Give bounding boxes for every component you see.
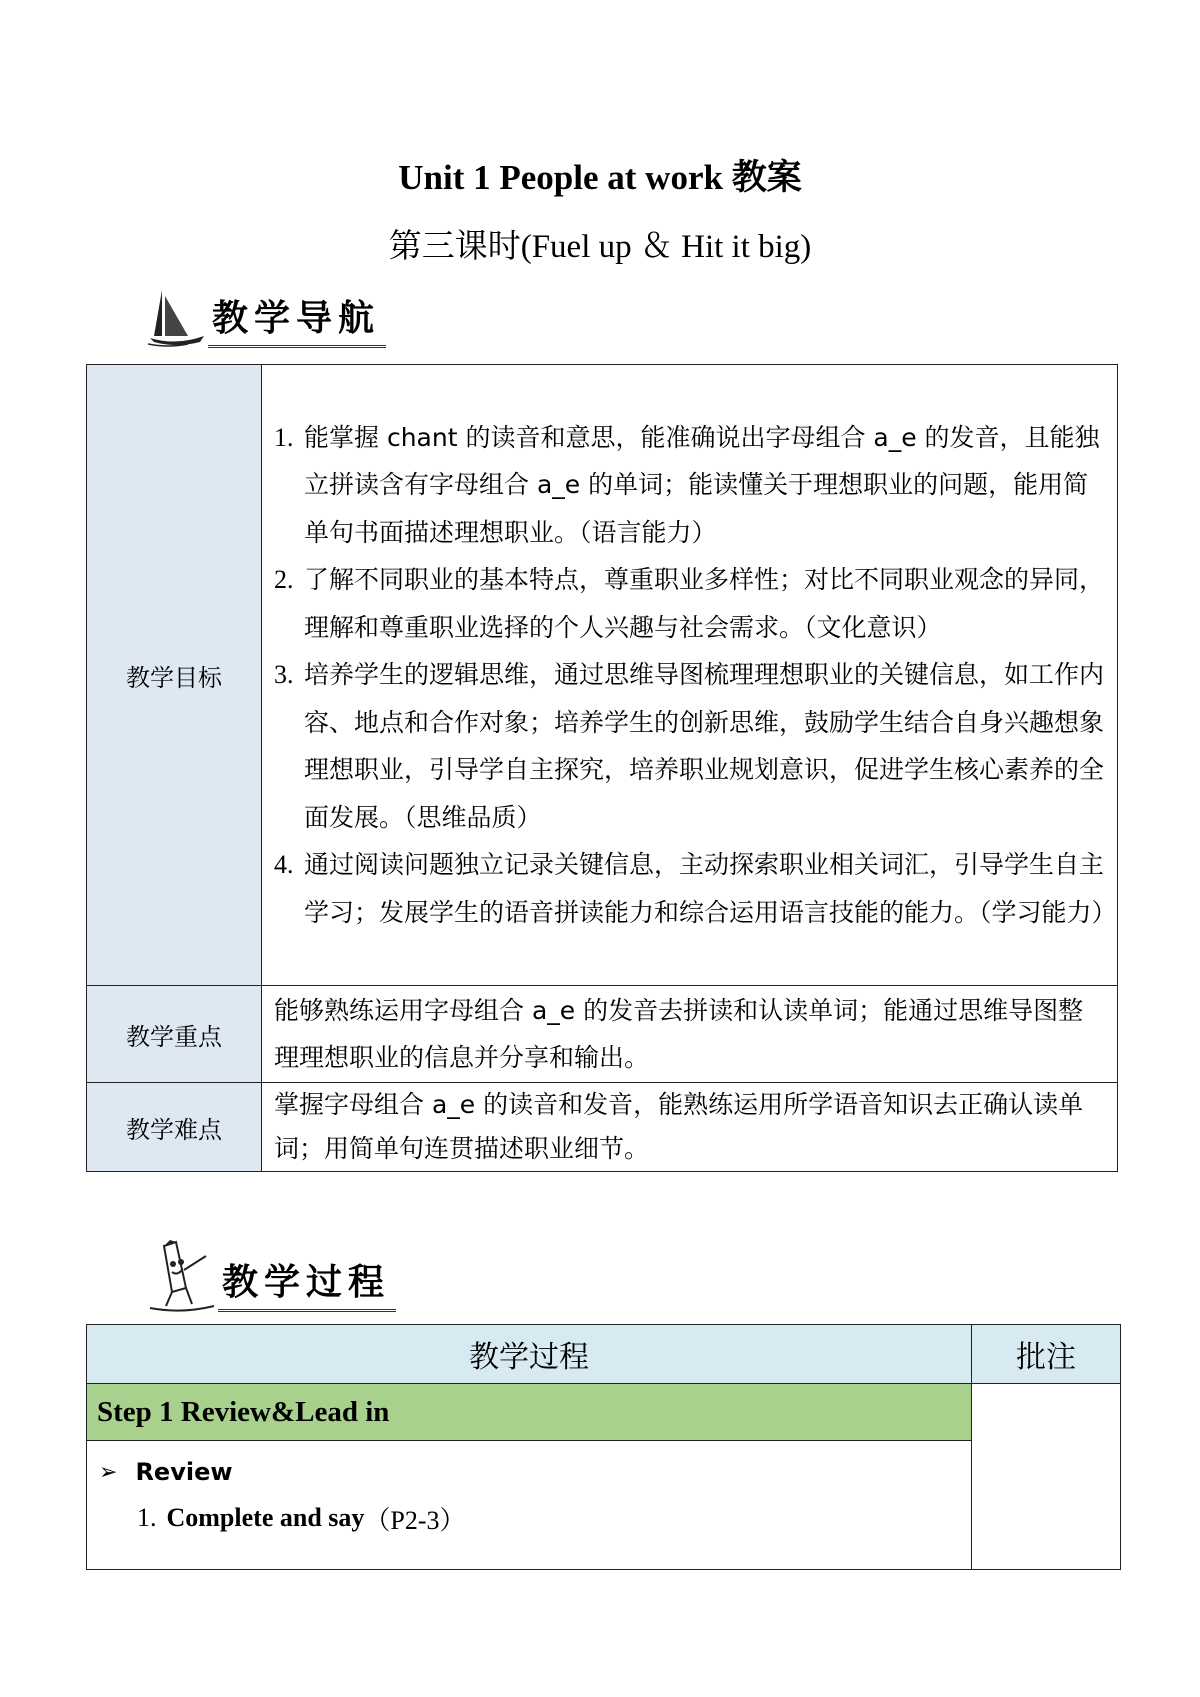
goal-number: 1. bbox=[274, 422, 294, 452]
review-row bbox=[87, 1441, 1121, 1570]
step1-title: Step 1 Review&Lead in bbox=[87, 1384, 972, 1441]
page-subtitle: 第三课时(Fuel up ＆ Hit it big) bbox=[388, 229, 812, 265]
item-number: 1. bbox=[137, 1503, 157, 1532]
process-heading-label: 教学过程 bbox=[218, 1254, 396, 1312]
pencil-mascot-icon bbox=[146, 1240, 216, 1312]
nav-section-heading bbox=[148, 286, 386, 348]
difficulties-content: 掌握字母组合 a_e 的读音和发音，能熟练运用所学语音知识去正确认读单词；用简单句连贯描述职业细节。 bbox=[262, 1083, 1118, 1172]
teaching-nav-table bbox=[86, 364, 1118, 1172]
goal-number: 3. bbox=[274, 660, 294, 690]
item-title: Complete and say bbox=[166, 1503, 365, 1532]
arrow-bullet-icon: ➢ bbox=[99, 1459, 118, 1485]
goal-text: 了解不同职业的基本特点，尊重职业多样性；对比不同职业观念的异同，理解和尊重职业选择的个人兴趣与社会需求。（文化意识） bbox=[304, 565, 1105, 642]
review-item bbox=[99, 1495, 959, 1541]
goal-number: 4. bbox=[274, 850, 294, 880]
nav-heading-label: 教学导航 bbox=[208, 290, 386, 348]
page-title: Unit 1 People at work 教案 bbox=[398, 158, 802, 197]
review-label: Review bbox=[135, 1458, 233, 1486]
key-points-row bbox=[87, 986, 1118, 1083]
goals-label: 教学目标 bbox=[87, 365, 262, 986]
difficulties-label: 教学难点 bbox=[87, 1083, 262, 1172]
goal-text: 能掌握 chant 的读音和意思，能准确说出字母组合 a_e 的发音，且能独立拼读含有字母组合 a_e 的单词；能读懂关于理想职业的问题，能用简单句书面描述理想职业。（语言能力） bbox=[304, 422, 1100, 547]
goals-row bbox=[87, 365, 1118, 986]
goal-item bbox=[274, 556, 1107, 651]
notes-column-header: 批注 bbox=[972, 1325, 1121, 1384]
goals-content bbox=[262, 365, 1118, 986]
review-heading bbox=[99, 1449, 959, 1495]
process-header-row bbox=[87, 1325, 1121, 1384]
process-section-heading bbox=[146, 1240, 396, 1312]
goal-item bbox=[274, 841, 1117, 936]
goal-text: 通过阅读问题独立记录关键信息，主动探索职业相关词汇，引导学生自主学习；发展学生的语音拼读能力和综合运用语言技能的能力。（学习能力） bbox=[304, 850, 1117, 927]
sailboat-icon bbox=[148, 286, 206, 348]
goal-item bbox=[274, 651, 1107, 841]
key-points-content: 能够熟练运用字母组合 a_e 的发音去拼读和认读单词；能通过思维导图整理理想职业的信息并分享和输出。 bbox=[262, 986, 1118, 1083]
goal-number: 2. bbox=[274, 565, 294, 595]
process-column-header: 教学过程 bbox=[87, 1325, 972, 1384]
step1-row bbox=[87, 1384, 1121, 1441]
goal-item bbox=[274, 414, 1107, 557]
notes-cell bbox=[972, 1384, 1121, 1570]
review-content bbox=[87, 1441, 972, 1570]
teaching-process-table bbox=[86, 1324, 1121, 1570]
key-points-label: 教学重点 bbox=[87, 986, 262, 1083]
goal-text: 培养学生的逻辑思维，通过思维导图梳理理想职业的关键信息，如工作内容、地点和合作对象；培养学生的创新思维，鼓励学生结合自身兴趣想象理想职业，引导学自主探究，培养职业规划意识，促进学生核心素养的全面发展。（思维品质） bbox=[304, 660, 1105, 832]
difficulties-row bbox=[87, 1083, 1118, 1172]
item-page-ref: （P2-3） bbox=[364, 1505, 466, 1535]
